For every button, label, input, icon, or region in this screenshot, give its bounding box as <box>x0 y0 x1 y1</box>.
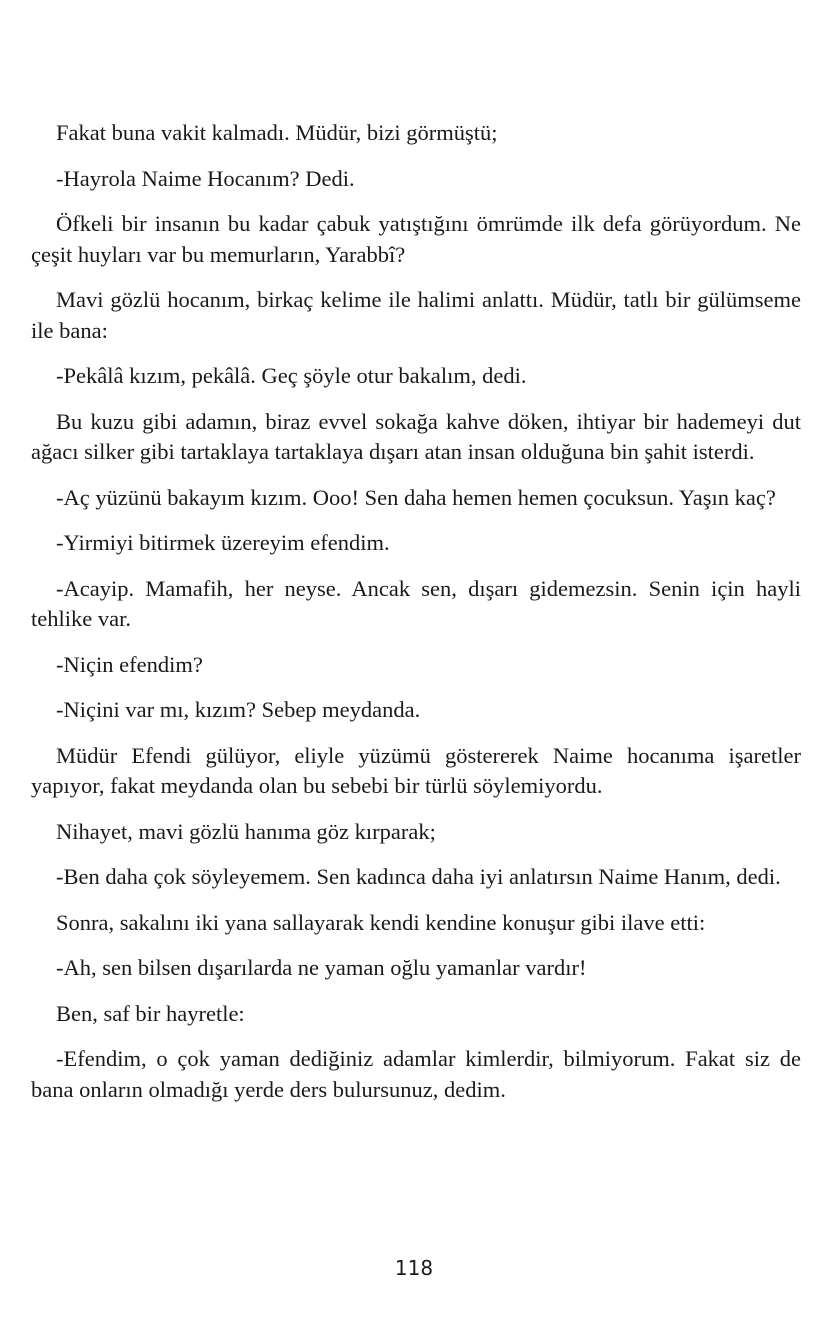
paragraph: -Ah, sen bilsen dışarılarda ne yaman oğlu yamanlar vardır! <box>56 955 587 980</box>
paragraph: Öfkeli bir insanın bu kadar çabuk yatıştığını ömrümde ilk defa görüyordum. Ne çeşit huyları var bu memurların, Yarabbî? <box>31 211 801 267</box>
paragraph: Ben, saf bir hayretle: <box>56 1000 245 1026</box>
paragraph: -Ben daha çok söyleyemem. Sen kadınca daha iyi anlatırsın Naime Hanım, dedi. <box>56 864 781 889</box>
paragraph: -Aç yüzünü bakayım kızım. Ooo! Sen daha hemen hemen çocuksun. Yaşın kaç? <box>56 484 776 510</box>
paragraph: Sonra, sakalını iki yana sallayarak kendi kendine konuşur gibi ilave etti: <box>56 909 706 935</box>
paragraph: Bu kuzu gibi adamın, biraz evvel sokağa kahve döken, ihtiyar bir hademeyi dut ağacı silker gibi tartaklaya tartaklaya dışarı atan insan olduğuna bin şahit isterdi. <box>31 408 801 464</box>
paragraph: Fakat buna vakit kalmadı. Müdür, bizi görmüştü; <box>56 120 498 145</box>
paragraph: -Niçin efendim? <box>56 651 203 677</box>
paragraph: Müdür Efendi gülüyor, eliyle yüzümü göstererek Naime hocanıma işaretler yapıyor, fakat meydanda olan bu sebebi bir türlü söylemiyordu. <box>31 742 801 798</box>
paragraph: -Efendim, o çok yaman dediğiniz adamlar kimlerdir, bilmiyorum. Fakat siz de bana onların olmadığı yerde ders bulursunuz, dedim. <box>31 1046 801 1102</box>
page-number: 118 <box>394 1256 434 1280</box>
paragraph: -Niçini var mı, kızım? Sebep meydanda. <box>56 697 421 722</box>
paragraph: -Hayrola Naime Hocanım? Dedi. <box>56 165 355 191</box>
paragraph: -Yirmiyi bitirmek üzereyim efendim. <box>56 530 390 555</box>
paragraph: -Acayip. Mamafih, her neyse. Ancak sen, dışarı gidemezsin. Senin için hayli tehlike var. <box>31 575 801 631</box>
paragraph: Mavi gözlü hocanım, birkaç kelime ile halimi anlattı. Müdür, tatlı bir gülümseme ile bana: <box>31 287 801 343</box>
paragraph: -Pekâlâ kızım, pekâlâ. Geç şöyle otur bakalım, dedi. <box>56 363 527 388</box>
paragraph: Nihayet, mavi gözlü hanıma göz kırparak; <box>56 818 436 844</box>
body-text <box>31 118 801 1120</box>
